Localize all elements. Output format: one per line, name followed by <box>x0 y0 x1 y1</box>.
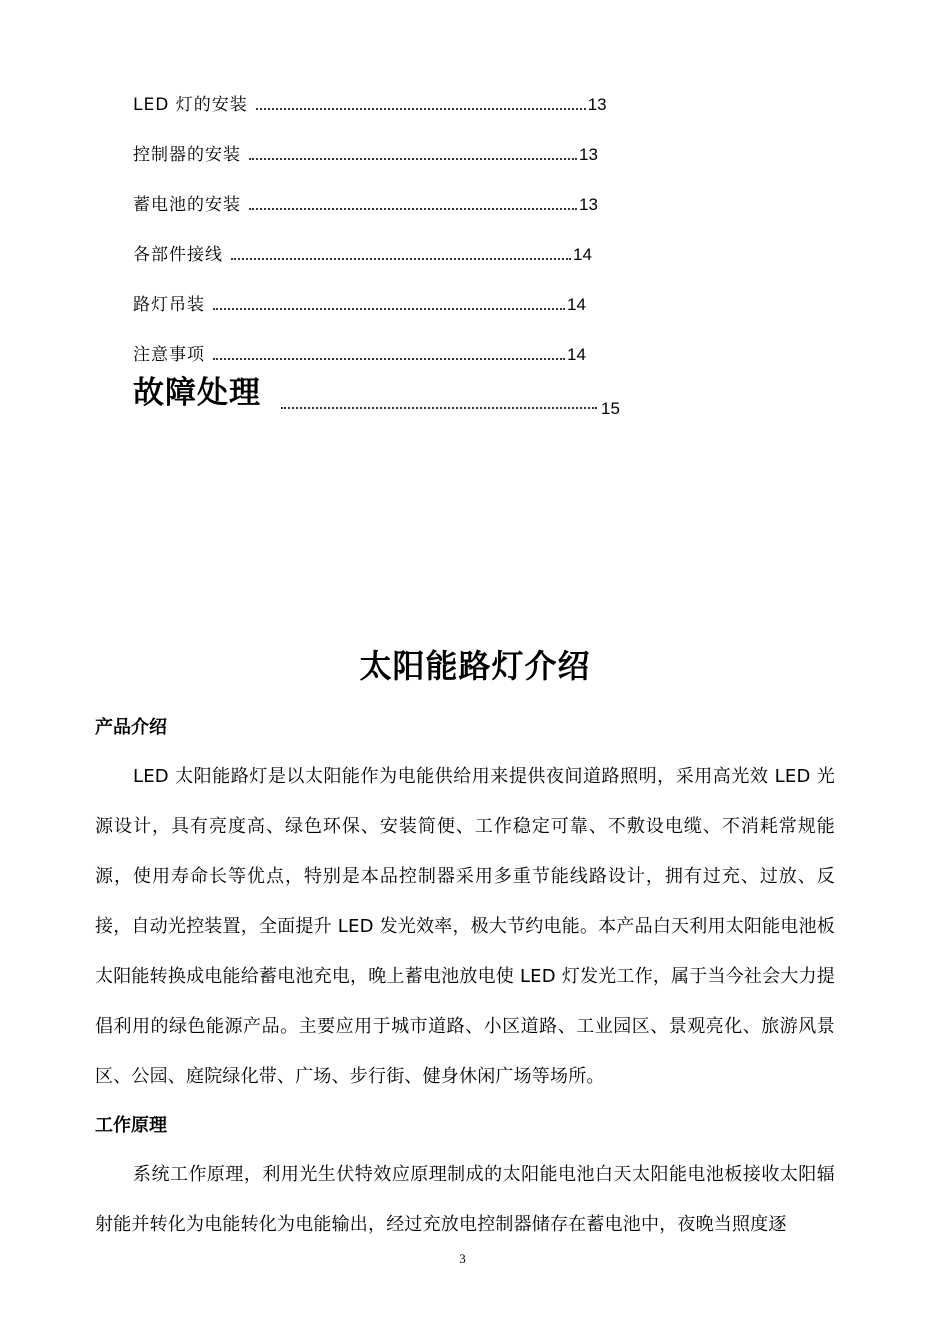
toc-entry-label: 各部件接线 <box>133 245 223 265</box>
toc-entry-controller-install[interactable] <box>133 144 598 166</box>
toc-entry-page: 13 <box>579 145 598 164</box>
paragraph-working-principle: 系统工作原理，利用光生伏特效应原理制成的太阳能电池白天太阳能电池板接收太阳辐射能并转化为电能转化为电能输出，经过充放电控制器储存在蓄电池中，夜晚当照度逐 <box>95 1164 835 1235</box>
toc-leader-dots <box>249 207 577 210</box>
toc-entry-page: 15 <box>601 399 620 418</box>
toc-entry-label: LED 灯的安装 <box>133 95 248 115</box>
toc-leader-dots <box>213 307 565 310</box>
section-heading-working-principle: 工作原理 <box>95 1115 167 1136</box>
toc-entry-label: 蓄电池的安装 <box>133 195 241 215</box>
toc-entry-precautions[interactable] <box>133 344 586 366</box>
toc-leader-dots <box>256 107 586 110</box>
document-title: 太阳能路灯介绍 <box>359 647 591 685</box>
toc-entry-wiring[interactable] <box>133 244 592 266</box>
toc-entry-page: 13 <box>587 95 607 114</box>
toc-leader-dots <box>281 406 597 409</box>
toc-leader-dots <box>249 157 577 160</box>
toc-entry-troubleshooting[interactable] <box>133 373 653 418</box>
toc-leader-dots <box>213 357 565 360</box>
paragraph-product-intro: LED 太阳能路灯是以太阳能作为电能供给用来提供夜间道路照明，采用高光效 LED 光源设计，具有亮度高、绿色环保、安装简便、工作稳定可靠、不敷设电缆、不消耗常规能源，使用寿命长等优点，特别是本品控制器采用多重节能线路设计，拥有过充、过放、反接，自动光控装置，全面提升 LED 发光效率，极大节约电能。本产品白天利用太阳能电池板太阳能转换成电能给蓄电池充电，晚上蓄电池放电使 LED 灯发光工作，属于当今社会大力提倡利用的绿色能源产品。主要应用于城市道路、小区道路、工业园区、景观亮化、旅游风景区、公园、庭院绿化带、广场、步行街、健身休闲广场等场所。 <box>95 766 835 1087</box>
toc-entry-label: 注意事项 <box>133 345 205 365</box>
section-heading-product-intro: 产品介绍 <box>95 717 167 738</box>
toc-entry-page: 13 <box>579 195 598 214</box>
toc-entry-battery-install[interactable] <box>133 194 598 216</box>
page-number: 3 <box>459 1251 466 1266</box>
toc-entry-page: 14 <box>573 245 592 264</box>
toc-entry-label: 故障处理 <box>133 375 261 411</box>
toc-entry-lamp-hoisting[interactable] <box>133 294 586 316</box>
toc-leader-dots <box>231 257 571 260</box>
toc-entry-label: 控制器的安装 <box>133 145 241 165</box>
toc-entry-led-install[interactable] <box>133 94 607 116</box>
toc-entry-label: 路灯吊装 <box>133 295 205 315</box>
toc-entry-page: 14 <box>567 345 586 364</box>
toc-entry-page: 14 <box>567 295 586 314</box>
